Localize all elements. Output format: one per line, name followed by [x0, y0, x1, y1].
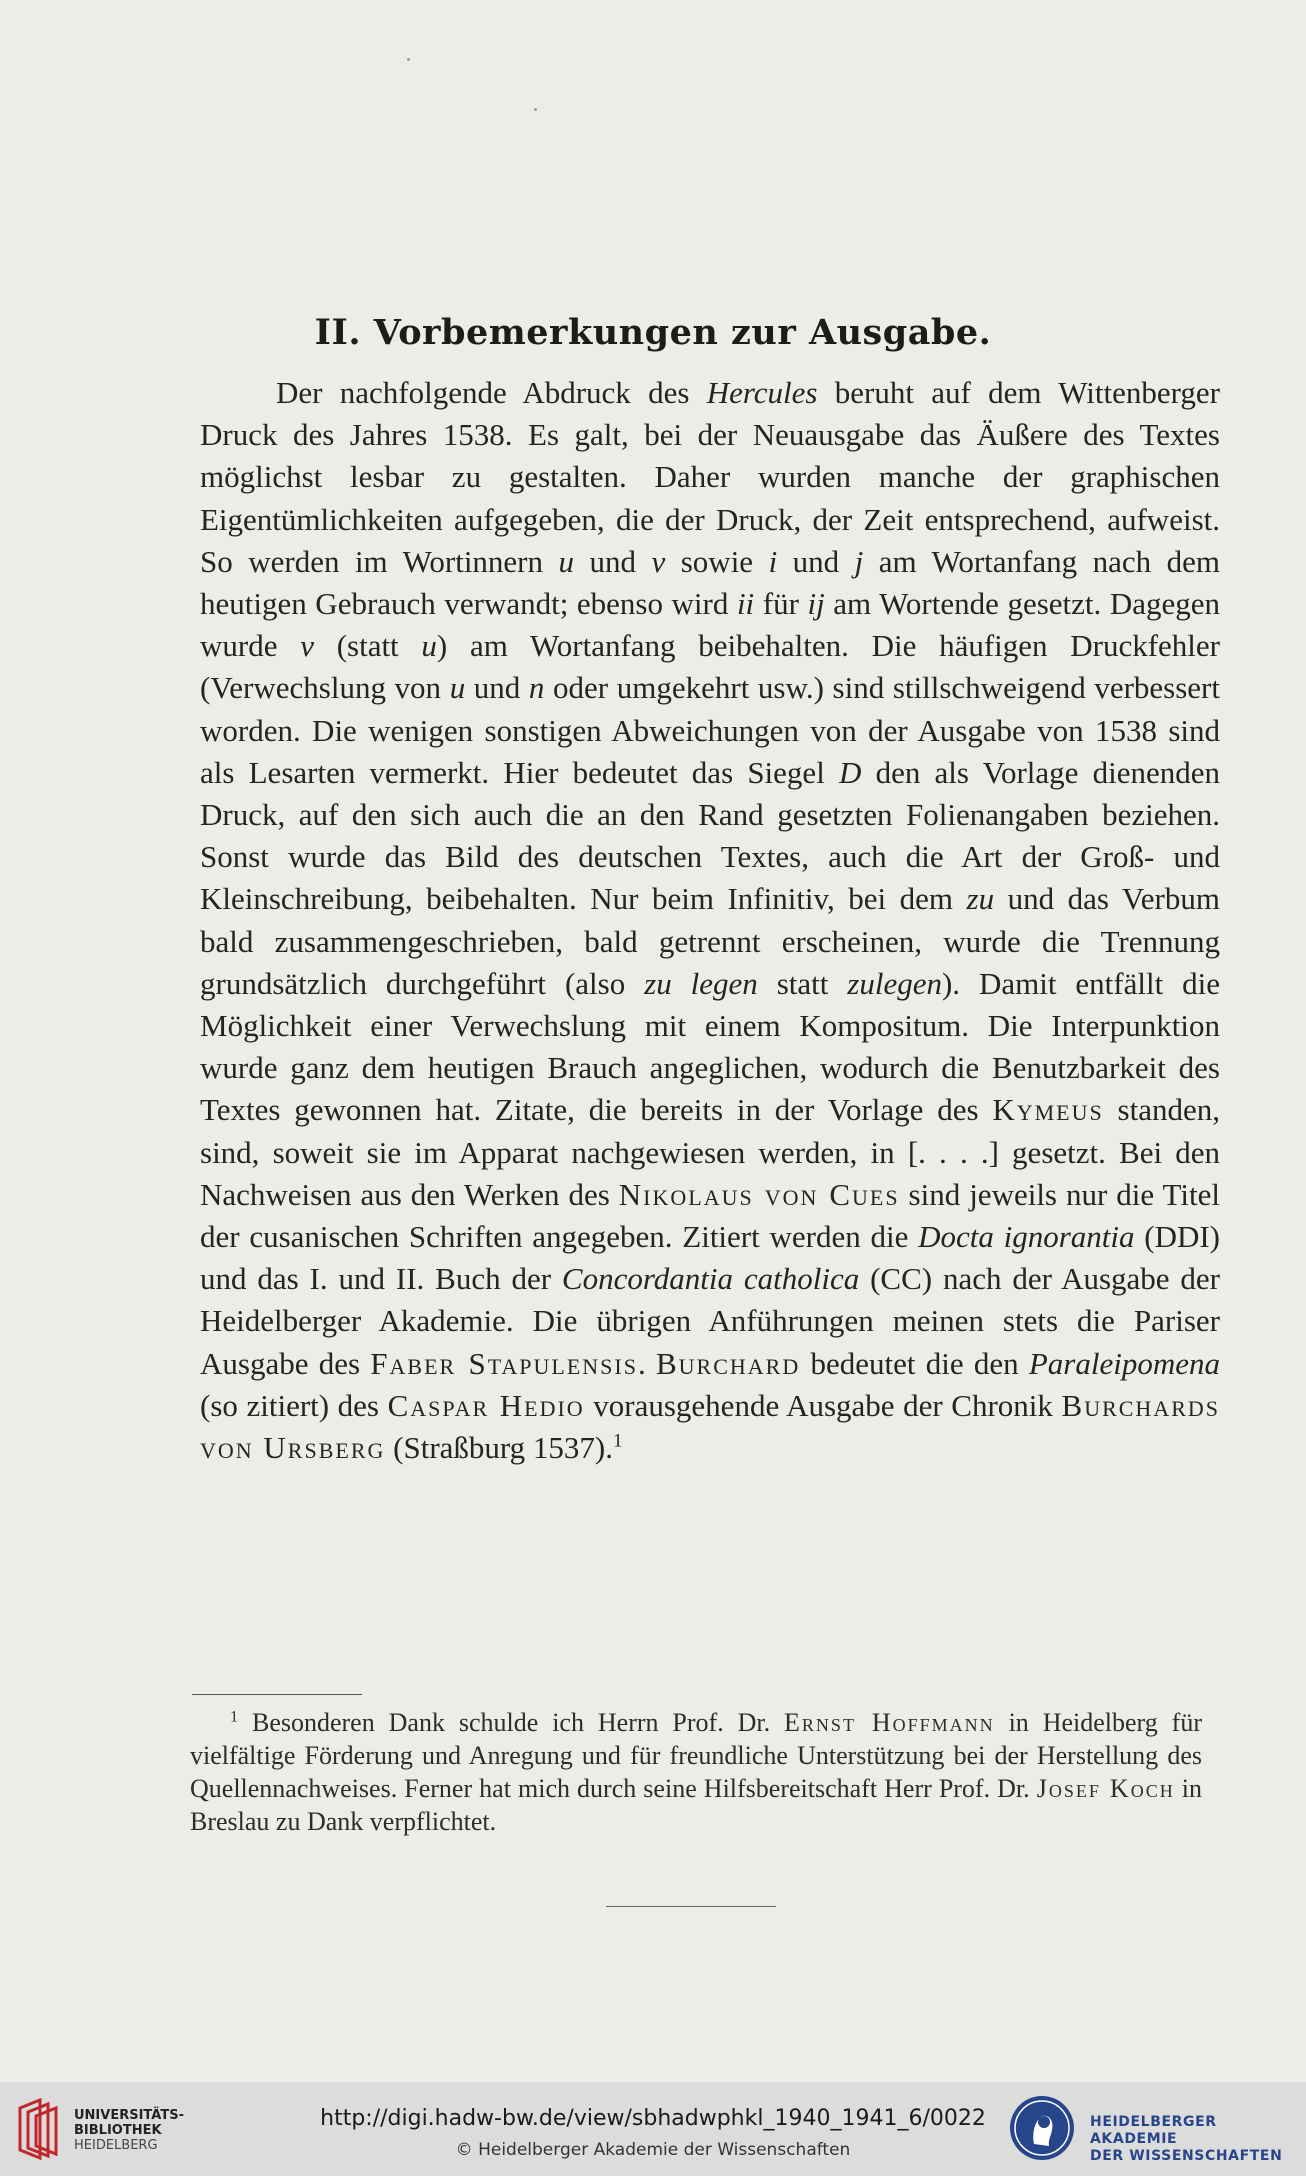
academy-label: HEIDELBERGER AKADEMIE DER WISSENSCHAFTEN — [1090, 2114, 1283, 2164]
paper-speck — [407, 58, 410, 61]
paper-speck — [534, 108, 537, 111]
university-library-label: UNIVERSITÄTS- BIBLIOTHEK HEIDELBERG — [74, 2108, 184, 2153]
body-paragraph: Der nachfolgende Abdruck des Hercules beruht auf dem Wittenberger Druck des Jahres 1538. Es galt, bei der Neuausgabe das Äußere des Textes möglichst lesbar zu gestalten. Daher wurden manche der graphischen Eigentümlichkeiten aufgegeben, die der Druck, der Zeit entsprechend, aufweist. So werden im Wortinnern u und v sowie i und j am Wortanfang nach dem heutigen Gebrauch verwandt; ebenso wird ii für ij am Wortende gesetzt. Dagegen wurde v (statt u) am Wortanfang beibehalten. Die häufigen Druckfehler (Verwechslung von u und n oder umgekehrt usw.) sind stillschweigend verbessert worden. Die wenigen sonstigen Abweichungen von der Ausgabe von 1538 sind als Lesarten vermerkt. Hier bedeutet das Siegel D den als Vorlage dienenden Druck, auf den sich auch die an den Rand gesetzten Folienangaben beziehen. Sonst wurde das Bild des deutschen Textes, auch die Art der Groß- und Kleinschreibung, beibehalten. Nur beim Infinitiv, bei dem zu und das Verbum bald zusammengeschrieben, bald getrennt erscheinen, wurde die Trennung grundsätzlich durchgeführt (also zu legen statt zulegen). Damit entfällt die Möglichkeit einer Verwechslung mit einem Kompositum. Die Interpunktion wurde ganz dem heutigen Brauch angeglichen, wodurch die Benutzbarkeit des Textes gewonnen hat. Zitate, die bereits in der Vorlage des Kymeus standen, sind, soweit sie im Apparat nachgewiesen werden, in [. . . .] gesetzt. Bei den Nachweisen aus den Werken des Nikolaus von Cues sind jeweils nur die Titel der cusanischen Schriften angegeben. Zitiert werden die Docta ignorantia (DDI) und das I. und II. Buch der Concordantia catholica (CC) nach der Ausgabe der Heidelberger Akademie. Die übrigen Anführungen meinen stets die Pariser Ausgabe des Faber Stapulensis. Burchard bedeutet die den Paraleipomena (so zitiert) des Caspar Hedio vorausgehende Ausgabe der Chronik Burchards von Ursberg (Straßburg 1537).$^1$ — [200, 375, 1221, 1466]
copyright-notice: © Heidelberger Akademie der Wissenschaften — [455, 2140, 851, 2160]
body-text — [200, 372, 1220, 1469]
work-title: Docta ignorantia — [918, 1219, 1135, 1255]
work-title: Hercules — [706, 375, 818, 410]
work-title: Concordantia catholica — [561, 1261, 860, 1297]
footnote-mark: 1 — [230, 1708, 239, 1726]
permalink-url[interactable]: http://digi.hadw-bw.de/view/sbhadwphkl_1940_1941_6/0022 — [320, 2106, 986, 2131]
person-name: Burchard — [655, 1345, 801, 1381]
person-name: Ernst Hoffmann — [784, 1708, 995, 1737]
person-name: Caspar Hedio — [387, 1387, 585, 1423]
person-name: Nikolaus von Cues — [618, 1176, 900, 1212]
person-name: Faber Stapulensis — [370, 1345, 638, 1381]
end-rule — [606, 1906, 776, 1907]
section-title: II. Vorbemerkungen zur Ausgabe. — [314, 312, 992, 353]
person-name: Burchards von Ursberg — [200, 1387, 1220, 1466]
footnote-paragraph: $^1$ Besonderen Dank schulde ich Herrn Prof. Dr. Ernst Hoffmann in Heidelberg für vielfältige Förderung und Anregung und für freundliche Unterstützung bei der Herstellung des Quellennachweises. Ferner hat mich durch seine Hilfsbereitschaft Herr Prof. Dr. Josef Koch in Breslau zu Dank verpflichtet. — [190, 1708, 1202, 1836]
viewer-footer — [0, 2082, 1306, 2176]
footnote — [190, 1706, 1202, 1838]
footnote-reference: 1 — [613, 1430, 623, 1452]
person-name: Kymeus — [992, 1092, 1104, 1128]
footnote-separator — [192, 1694, 362, 1695]
academy-seal-icon[interactable] — [1008, 2094, 1076, 2162]
siglum: D — [839, 754, 862, 790]
person-name: Josef Koch — [1036, 1774, 1175, 1803]
work-title: Paraleipomena — [1028, 1345, 1221, 1381]
